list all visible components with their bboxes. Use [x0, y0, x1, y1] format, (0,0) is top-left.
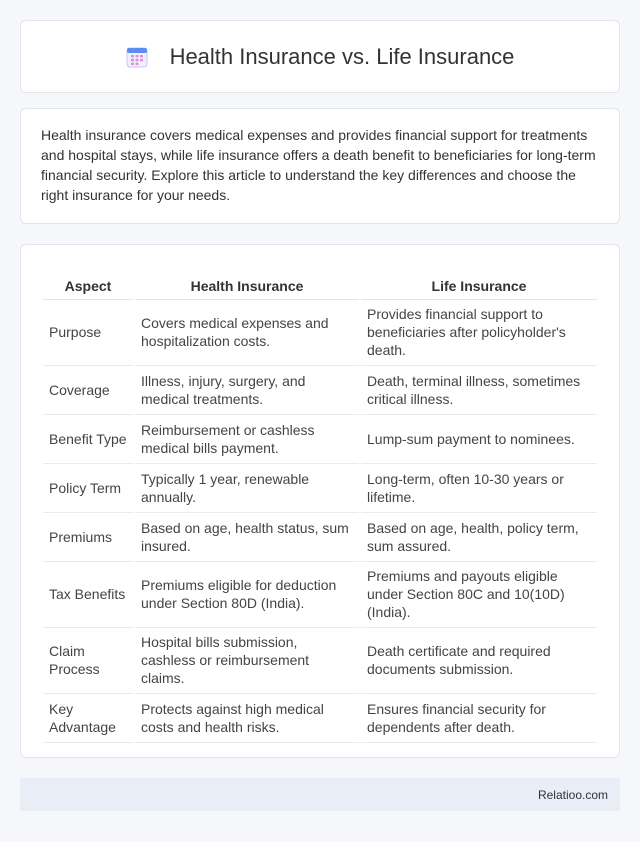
row-life-value: Long-term, often 10-30 years or lifetime. — [360, 463, 597, 512]
calendar-icon — [126, 46, 148, 68]
intro-text: Health insurance covers medical expenses and provides financial support for treatments and hospital stays, while life insurance offers a death benefit to beneficiaries for long-term financial security. Explore this article to understand the key differences and choose the right insurance for your needs. — [41, 127, 596, 203]
page-title: Health Insurance vs. Life Insurance — [169, 43, 515, 69]
row-aspect: Key Advantage — [43, 693, 134, 742]
table-header-row — [43, 265, 597, 299]
row-health-value: Hospital bills submission, cashless or reimbursement claims. — [134, 627, 360, 693]
row-aspect: Tax Benefits — [43, 561, 134, 627]
row-health-value: Reimbursement or cashless medical bills payment. — [134, 414, 360, 463]
row-aspect: Claim Process — [43, 627, 134, 693]
row-aspect: Purpose — [43, 299, 134, 365]
intro-card — [20, 108, 620, 224]
row-health-value: Premiums eligible for deduction under Section 80D (India). — [134, 561, 360, 627]
table-row — [43, 693, 597, 742]
table-row — [43, 512, 597, 561]
row-aspect: Coverage — [43, 365, 134, 414]
footer — [20, 778, 620, 811]
header-aspect: Aspect — [43, 265, 134, 299]
row-health-value: Covers medical expenses and hospitalization costs. — [134, 299, 360, 365]
row-aspect: Benefit Type — [43, 414, 134, 463]
row-aspect: Policy Term — [43, 463, 134, 512]
table-row — [43, 463, 597, 512]
row-life-value: Death certificate and required documents submission. — [360, 627, 597, 693]
table-row — [43, 365, 597, 414]
row-life-value: Based on age, health, policy term, sum assured. — [360, 512, 597, 561]
comparison-table — [43, 265, 597, 743]
row-aspect: Premiums — [43, 512, 134, 561]
header-life-insurance: Life Insurance — [360, 265, 597, 299]
row-life-value: Provides financial support to beneficiaries after policyholder's death. — [360, 299, 597, 365]
table-row — [43, 627, 597, 693]
table-row — [43, 299, 597, 365]
row-life-value: Ensures financial security for dependents after death. — [360, 693, 597, 742]
row-life-value: Lump-sum payment to nominees. — [360, 414, 597, 463]
row-life-value: Premiums and payouts eligible under Section 80C and 10(10D) (India). — [360, 561, 597, 627]
table-row — [43, 561, 597, 627]
row-health-value: Based on age, health status, sum insured. — [134, 512, 360, 561]
row-health-value: Typically 1 year, renewable annually. — [134, 463, 360, 512]
comparison-card — [20, 244, 620, 758]
footer-brand: Relatioo.com — [537, 787, 608, 802]
header-health-insurance: Health Insurance — [134, 265, 360, 299]
title-card — [20, 20, 620, 93]
row-health-value: Protects against high medical costs and health risks. — [134, 693, 360, 742]
table-row — [43, 414, 597, 463]
row-health-value: Illness, injury, surgery, and medical treatments. — [134, 365, 360, 414]
row-life-value: Death, terminal illness, sometimes critical illness. — [360, 365, 597, 414]
